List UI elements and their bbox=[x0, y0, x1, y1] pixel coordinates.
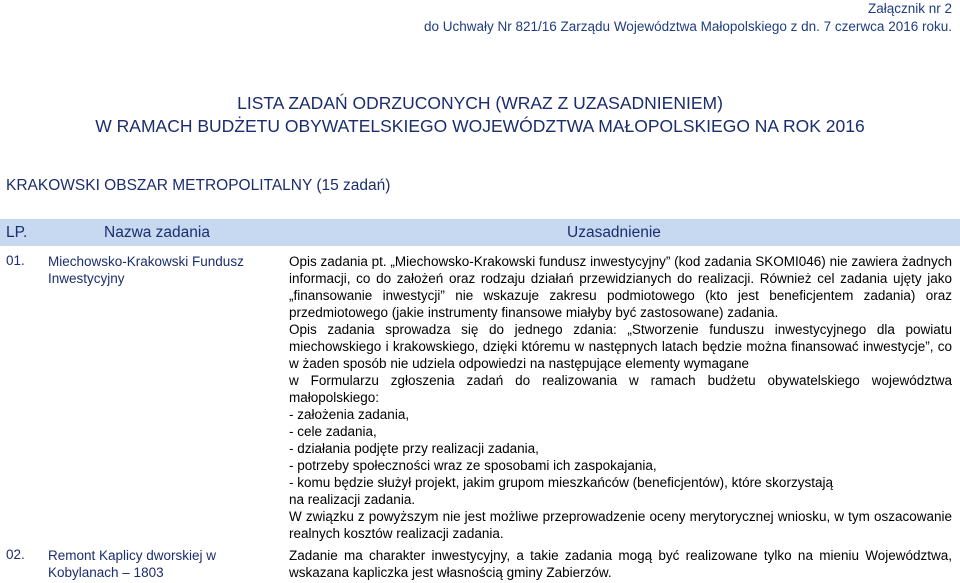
task-justification bbox=[289, 547, 952, 581]
justification-paragraph: Zadanie ma charakter inwestycyjny, a takie zadania mogą być realizowane tylko na mieniu Województwa, wskazana kapliczka jest własnością gminy Zabierzów. bbox=[289, 548, 952, 580]
header-justification: Uzasadnienie bbox=[567, 224, 661, 241]
justification-paragraph: W związku z powyższym nie jest możliwe przeprowadzenie oceny merytorycznej wniosku, w tym oszacowanie realnych kosztów realizacji zadania. bbox=[289, 509, 952, 541]
region-subtitle: KRAKOWSKI OBSZAR METROPOLITALNY (15 zadań) bbox=[6, 177, 391, 194]
justification-paragraph: w Formularzu zgłoszenia zadań do realizowania w ramach budżetu obywatelskiego województwa małopolskiego: bbox=[289, 373, 952, 405]
list-item: - cele zadania, bbox=[289, 424, 377, 439]
justification-paragraph: Opis zadania sprowadza się do jednego zdania: „Stworzenie funduszu inwestycyjnego dla powiatu miechowskiego i krakowskiego, dzięki któremu w następnych latach będzie można finansować inwestycje”, co w żaden sposób nie udziela odpowiedzi na następujące elementy wymagane bbox=[289, 322, 952, 371]
row-number: 02. bbox=[6, 547, 25, 562]
annex-number: Załącznik nr 2 bbox=[867, 1, 952, 16]
task-justification bbox=[289, 253, 952, 542]
list-item: - założenia zadania, bbox=[289, 407, 410, 422]
list-item: - działania podjęte przy realizacji zadania, bbox=[289, 441, 539, 456]
list-item: na realizacji zadania. bbox=[289, 492, 416, 507]
title-line-2: W RAMACH BUDŻETU OBYWATELSKIEGO WOJEWÓDZTWA MAŁOPOLSKIEGO NA ROK 2016 bbox=[95, 116, 865, 136]
title-line-1: LISTA ZADAŃ ODRZUCONYCH (WRAZ Z UZASADNIENIEM) bbox=[237, 93, 723, 113]
justification-paragraph: Opis zadania pt. „Miechowsko-Krakowski fundusz inwestycyjny” (kod zadania SKOMI046) nie zawiera żadnych informacji, co do założeń oraz rodzaju działań przewidzianych do realizacji. Również cel zadania ujęty jako „finansowanie inwestycji” nie wskazuje zakresu podmiotowego (kto jest beneficjentem zadania) oraz przedmiotowego (jakie instrumenty finansowe miałyby być zastosowane) zadania. bbox=[289, 254, 952, 320]
row-number: 01. bbox=[6, 253, 25, 268]
requirements-list bbox=[289, 406, 952, 508]
document-title bbox=[0, 92, 960, 138]
task-name: Remont Kaplicy dworskiej w Kobylanach – 1803 bbox=[48, 548, 217, 580]
annex-resolution: do Uchwały Nr 821/16 Zarządu Województwa Małopolskiego z dn. 7 czerwca 2016 roku. bbox=[423, 19, 952, 34]
list-item: - komu będzie służył projekt, jakim grupom mieszkańców (beneficjentów), które skorzystają bbox=[289, 475, 833, 490]
table-header bbox=[0, 219, 960, 246]
list-item: - potrzeby społeczności wraz ze sposobami ich zaspokajania, bbox=[289, 458, 657, 473]
header-task-name: Nazwa zadania bbox=[104, 224, 210, 241]
task-name: Miechowsko-Krakowski Fundusz Inwestycyjny bbox=[48, 254, 244, 286]
annex-header bbox=[424, 0, 952, 36]
header-lp: LP. bbox=[6, 224, 28, 241]
